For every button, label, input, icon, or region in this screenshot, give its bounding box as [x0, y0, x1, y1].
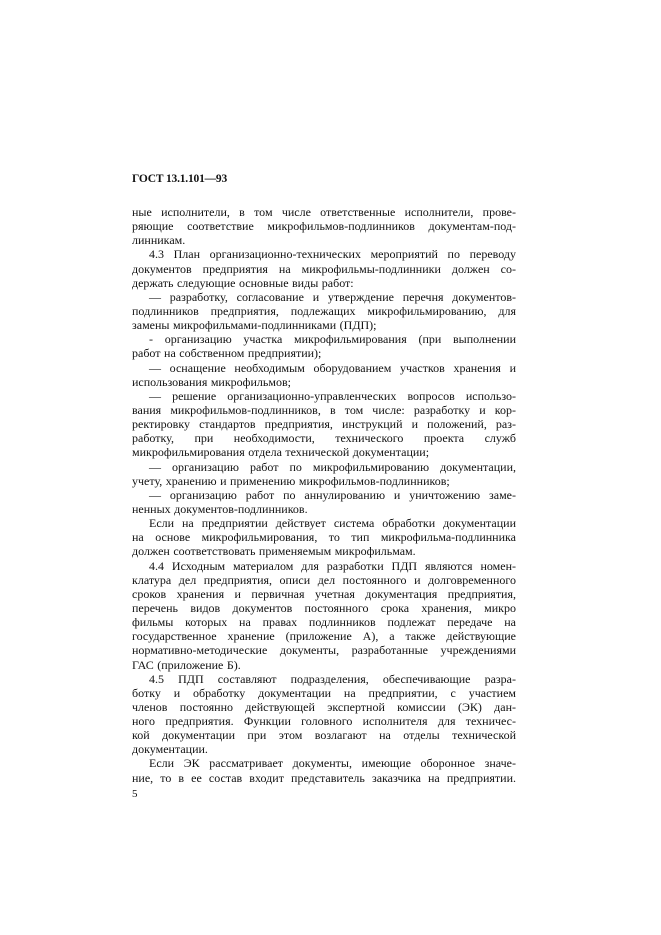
document-header: ГОСТ 13.1.101—93	[132, 173, 228, 185]
text-line: документации.	[132, 742, 208, 757]
text-line: — разработку, согласование и утверждение перечня документов-	[149, 289, 516, 304]
text-line: документов предприятия на микрофильмы-подлинники должен со-	[132, 261, 516, 276]
text-line: фильмы которых на правах подлинников подлежат передаче на	[132, 615, 516, 630]
text-line: кой документации при этом возлагают на отделы технической	[132, 728, 516, 743]
text-line: ГАС (приложение Б).	[132, 657, 241, 672]
text-line: — оснащение необходимым оборудованием участков хранения и	[149, 360, 516, 375]
text-line: государственное хранение (приложение А), а также действующие	[132, 629, 516, 644]
text-line: ректировку стандартов предприятия, инструкций и положений, раз-	[132, 417, 516, 432]
document-body	[132, 205, 516, 785]
text-line: сроков хранения и первичная учетная документация предприятия,	[132, 586, 516, 601]
text-line: подлинников предприятия, подлежащих микрофильмированию, для	[132, 303, 516, 318]
text-line: клатура дел предприятия, описи дел постоянного и долговременного	[132, 572, 516, 587]
text-line: Если на предприятии действует система обработки документации	[149, 516, 516, 531]
text-line: микрофильмирования отдела технической документации;	[132, 445, 430, 460]
text-line: ботку и обработку документации на предприятии, с участием	[132, 685, 516, 700]
text-line: 4.3 План организационно-технических мероприятий по переводу	[149, 247, 516, 262]
text-line: перечень видов документов постоянного срока хранения, микро	[132, 600, 516, 615]
text-line: работ на собственном предприятии);	[132, 346, 322, 361]
text-line: ного предприятия. Функции головного исполнителя для техничес-	[132, 714, 516, 729]
text-line: работку, при необходимости, технического проекта служб	[132, 431, 516, 446]
text-line: линникам.	[132, 233, 186, 248]
text-line: ние, то в ее состав входит представитель заказчика на предприятии.	[132, 770, 516, 785]
text-line: ненных документов-подлинников.	[132, 501, 308, 516]
text-line: на основе микрофильмирования, то тип микрофильма-подлинника	[132, 530, 516, 545]
page-number: 5	[132, 788, 138, 800]
text-line: вания микрофильмов-подлинников, в том числе: разработку и кор-	[132, 402, 516, 417]
text-line: членов постоянно действующей экспертной комиссии (ЭК) дан-	[132, 699, 516, 714]
text-line: учету, хранению и применению микрофильмов-подлинников;	[132, 473, 450, 488]
text-line: держать следующие основные виды работ:	[132, 275, 354, 290]
text-line: должен соответствовать применяемым микрофильмам.	[132, 544, 416, 559]
text-line: — организацию работ по аннулированию и уничтожению заме-	[149, 487, 516, 502]
text-line: Если ЭК рассматривает документы, имеющие оборонное значе-	[149, 756, 516, 771]
text-line: 4.4 Исходным материалом для разработки ПДП являются номен-	[149, 558, 516, 573]
text-line: — решение организационно-управленческих вопросов использо-	[149, 388, 516, 403]
text-line: 4.5 ПДП составляют подразделения, обеспечивающие разра-	[149, 671, 516, 686]
text-line: ряющие соответствие микрофильмов-подлинников документам-под-	[132, 219, 516, 234]
text-line: нормативно-методические документы, разработанные учреждениями	[132, 643, 516, 658]
text-line: использования микрофильмов;	[132, 374, 291, 389]
text-line: - организацию участка микрофильмирования (при выполнении	[149, 332, 516, 347]
text-line: — организацию работ по микрофильмированию документации,	[149, 459, 516, 474]
text-line: замены микрофильмами-подлинниками (ПДП);	[132, 318, 377, 333]
text-line: ные исполнители, в том числе ответственные исполнители, прове-	[132, 205, 516, 219]
